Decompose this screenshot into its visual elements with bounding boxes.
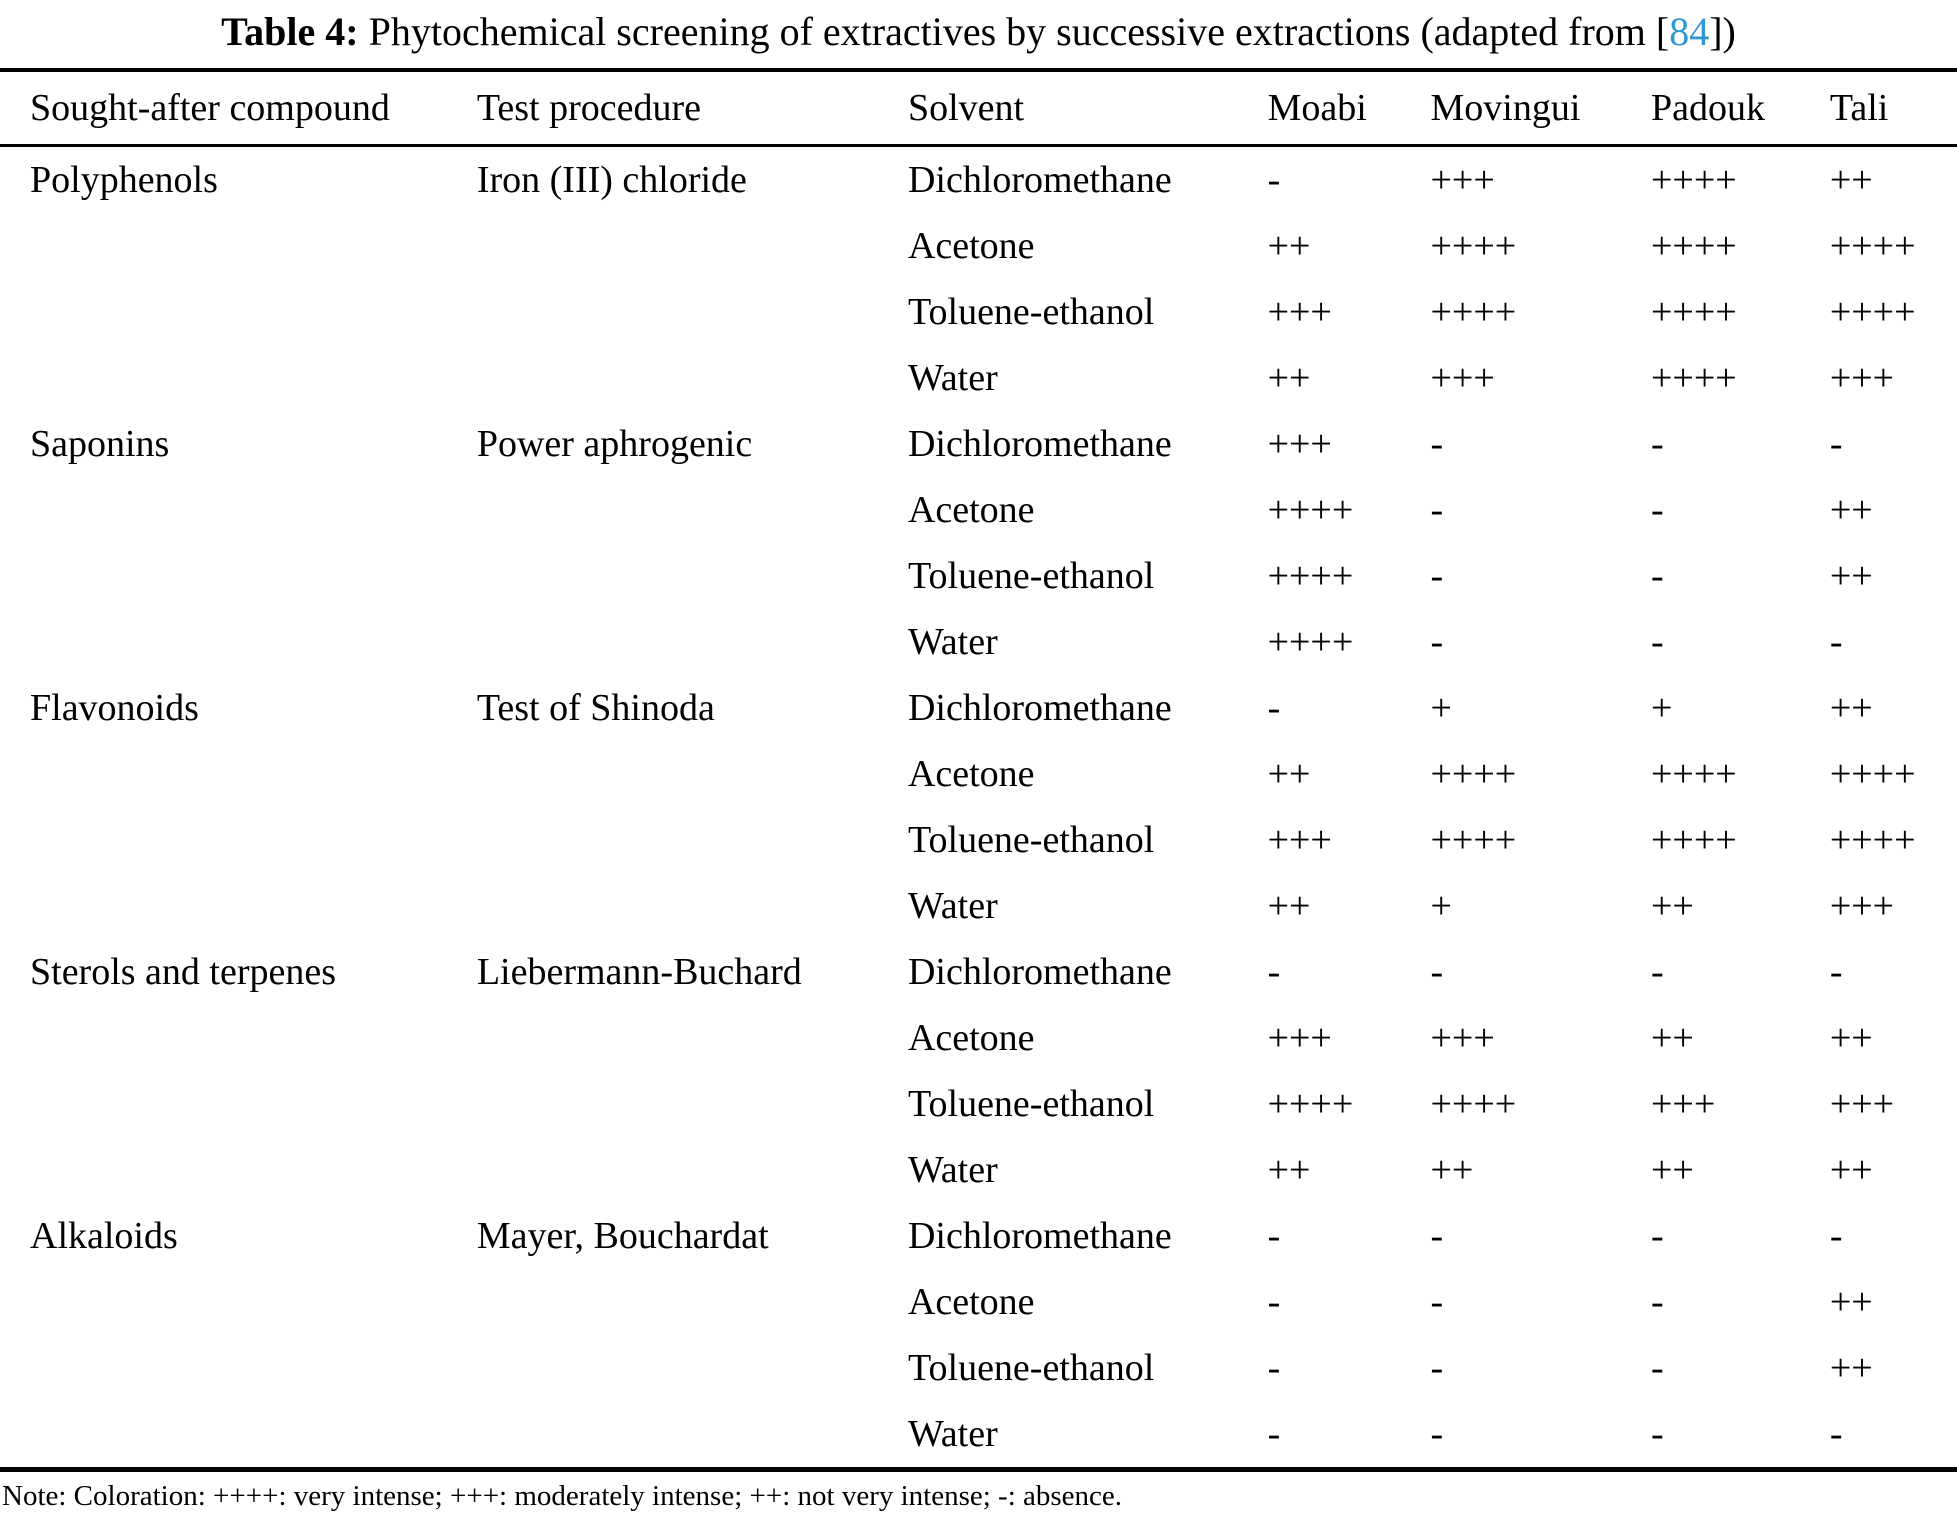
tali-value-cell: ++++	[1829, 753, 1916, 795]
tali-value-cell: -	[1829, 951, 1843, 993]
table-caption-suffix: ])	[1709, 9, 1736, 54]
procedure-cell	[477, 345, 908, 411]
compound-cell	[0, 477, 477, 543]
padouk-value-cell: -	[1651, 621, 1664, 663]
procedure-cell	[477, 213, 908, 279]
table-row	[0, 873, 1957, 939]
padouk-value-cell: ++	[1651, 885, 1694, 927]
tali-value-cell: ++	[1829, 1017, 1873, 1059]
table-body	[0, 146, 1957, 1470]
movingui-value-cell: -	[1430, 951, 1444, 993]
compound-cell	[0, 279, 477, 345]
padouk-value-cell: ++++	[1651, 291, 1737, 333]
tali-value-cell: +++	[1829, 357, 1895, 399]
moabi-value-cell: ++	[1267, 753, 1311, 795]
table-row	[0, 807, 1957, 873]
movingui-value-cell: -	[1430, 1413, 1444, 1455]
moabi-value-cell: +++	[1267, 1017, 1332, 1059]
table-row	[0, 1071, 1957, 1137]
procedure-cell	[477, 279, 908, 345]
table-row	[0, 609, 1957, 675]
screening-table	[0, 68, 1957, 1472]
solvent-cell: Water	[907, 621, 998, 663]
compound-cell	[0, 807, 477, 873]
procedure-cell	[477, 1005, 908, 1071]
padouk-value-cell: ++++	[1651, 819, 1737, 861]
procedure-cell	[477, 741, 908, 807]
tali-value-cell: -	[1829, 1413, 1843, 1455]
compound-cell: Sterols and terpenes	[30, 951, 337, 993]
table-caption-text: Phytochemical screening of extractives by successive extractions (adapted from [	[358, 9, 1670, 54]
tali-value-cell: ++	[1829, 1149, 1873, 1191]
moabi-value-cell: +++	[1267, 819, 1332, 861]
padouk-value-cell: -	[1651, 1215, 1664, 1257]
procedure-cell	[477, 1335, 908, 1401]
solvent-cell: Acetone	[907, 225, 1035, 267]
table-row	[0, 675, 1957, 741]
moabi-value-cell: ++++	[1267, 621, 1354, 663]
column-header-padouk: Padouk	[1651, 87, 1765, 129]
compound-cell	[0, 609, 477, 675]
compound-cell	[0, 1401, 477, 1470]
table-row	[0, 1401, 1957, 1470]
moabi-value-cell: -	[1267, 159, 1281, 201]
procedure-cell: Mayer, Bouchardat	[476, 1215, 769, 1257]
table-row	[0, 1005, 1957, 1071]
moabi-value-cell: -	[1267, 1215, 1281, 1257]
column-header-tali: Tali	[1829, 87, 1889, 129]
procedure-cell	[477, 543, 908, 609]
movingui-value-cell: +	[1430, 687, 1452, 729]
solvent-cell: Water	[907, 1149, 998, 1191]
padouk-value-cell: -	[1651, 1281, 1664, 1323]
solvent-cell: Dichloromethane	[907, 951, 1172, 993]
movingui-value-cell: -	[1430, 621, 1444, 663]
tali-value-cell: ++	[1829, 159, 1873, 201]
solvent-cell: Dichloromethane	[907, 687, 1172, 729]
table-caption	[0, 0, 1957, 60]
table-row	[0, 411, 1957, 477]
compound-cell	[0, 1269, 477, 1335]
solvent-cell: Water	[907, 357, 998, 399]
table-row	[0, 279, 1957, 345]
movingui-value-cell: +++	[1430, 357, 1495, 399]
procedure-cell: Iron (III) chloride	[476, 159, 747, 201]
moabi-value-cell: ++	[1267, 357, 1311, 399]
tali-value-cell: -	[1829, 621, 1843, 663]
tali-value-cell: ++++	[1829, 225, 1916, 267]
compound-cell	[0, 345, 477, 411]
table-row	[0, 1203, 1957, 1269]
compound-cell	[0, 1137, 477, 1203]
compound-cell	[0, 213, 477, 279]
movingui-value-cell: -	[1430, 423, 1444, 465]
solvent-cell: Toluene-ethanol	[907, 1083, 1155, 1125]
movingui-value-cell: +++	[1430, 159, 1495, 201]
tali-value-cell: ++++	[1829, 819, 1916, 861]
movingui-value-cell: ++++	[1430, 291, 1517, 333]
movingui-value-cell: ++++	[1430, 819, 1517, 861]
padouk-value-cell: -	[1651, 489, 1664, 531]
moabi-value-cell: ++++	[1267, 1083, 1354, 1125]
padouk-value-cell: ++++	[1651, 225, 1737, 267]
tali-value-cell: ++	[1829, 555, 1873, 597]
movingui-value-cell: +	[1430, 885, 1452, 927]
solvent-cell: Acetone	[907, 1017, 1035, 1059]
tali-value-cell: +++	[1829, 885, 1895, 927]
padouk-value-cell: ++++	[1651, 159, 1737, 201]
padouk-value-cell: ++	[1651, 1149, 1694, 1191]
padouk-value-cell: -	[1651, 1413, 1664, 1455]
tali-value-cell: -	[1829, 423, 1843, 465]
compound-cell: Saponins	[30, 423, 170, 465]
solvent-cell: Dichloromethane	[907, 1215, 1172, 1257]
tali-value-cell: ++	[1829, 489, 1873, 531]
movingui-value-cell: -	[1430, 555, 1444, 597]
procedure-cell	[477, 477, 908, 543]
procedure-cell: Test of Shinoda	[476, 687, 715, 729]
compound-cell: Polyphenols	[30, 159, 218, 201]
solvent-cell: Water	[907, 1413, 998, 1455]
movingui-value-cell: ++	[1430, 1149, 1474, 1191]
solvent-cell: Toluene-ethanol	[907, 819, 1155, 861]
table-row	[0, 939, 1957, 1005]
table-row	[0, 741, 1957, 807]
solvent-cell: Dichloromethane	[907, 159, 1172, 201]
procedure-cell: Liebermann-Buchard	[476, 951, 802, 993]
tali-value-cell: ++	[1829, 1347, 1873, 1389]
column-header-solvent: Solvent	[907, 87, 1025, 129]
moabi-value-cell: ++++	[1267, 489, 1354, 531]
table-caption-label: Table 4:	[221, 9, 359, 54]
tali-value-cell: ++	[1829, 1281, 1873, 1323]
compound-cell	[0, 1005, 477, 1071]
column-header-moabi: Moabi	[1267, 87, 1367, 129]
header-row	[0, 70, 1957, 146]
table-header	[0, 70, 1957, 146]
movingui-value-cell: ++++	[1430, 753, 1517, 795]
compound-cell: Flavonoids	[30, 687, 199, 729]
solvent-cell: Toluene-ethanol	[907, 1347, 1155, 1389]
solvent-cell: Acetone	[907, 753, 1035, 795]
procedure-cell	[477, 1137, 908, 1203]
table-row	[0, 1269, 1957, 1335]
compound-cell	[0, 1335, 477, 1401]
tali-value-cell: ++	[1829, 687, 1873, 729]
tali-value-cell: +++	[1829, 1083, 1895, 1125]
moabi-value-cell: +++	[1267, 291, 1332, 333]
table-row	[0, 477, 1957, 543]
table-row	[0, 345, 1957, 411]
moabi-value-cell: -	[1267, 1281, 1281, 1323]
movingui-value-cell: ++++	[1430, 225, 1517, 267]
movingui-value-cell: +++	[1430, 1017, 1495, 1059]
table-row	[0, 1335, 1957, 1401]
table-row	[0, 543, 1957, 609]
table-row	[0, 213, 1957, 279]
moabi-value-cell: -	[1267, 1347, 1281, 1389]
table-row	[0, 146, 1957, 214]
citation-link[interactable]: 84	[1669, 9, 1710, 54]
table-note: Note: Coloration: ++++: very intense; +++: moderately intense; ++: not very intense; -: absence.	[2, 1480, 1123, 1512]
padouk-value-cell: +++	[1651, 1083, 1716, 1125]
solvent-cell: Toluene-ethanol	[907, 555, 1155, 597]
padouk-value-cell: -	[1651, 1347, 1664, 1389]
column-header-movingui: Movingui	[1430, 87, 1581, 129]
procedure-cell	[477, 1269, 908, 1335]
procedure-cell: Power aphrogenic	[476, 423, 753, 465]
procedure-cell	[477, 1071, 908, 1137]
procedure-cell	[477, 609, 908, 675]
movingui-value-cell: -	[1430, 1281, 1444, 1323]
padouk-value-cell: -	[1651, 423, 1664, 465]
padouk-value-cell: -	[1651, 555, 1664, 597]
procedure-cell	[477, 873, 908, 939]
solvent-cell: Water	[907, 885, 998, 927]
table-row	[0, 1137, 1957, 1203]
solvent-cell: Acetone	[907, 489, 1035, 531]
tali-value-cell: ++++	[1829, 291, 1916, 333]
moabi-value-cell: ++++	[1267, 555, 1354, 597]
moabi-value-cell: ++	[1267, 885, 1311, 927]
padouk-value-cell: -	[1651, 951, 1664, 993]
solvent-cell: Toluene-ethanol	[907, 291, 1155, 333]
movingui-value-cell: -	[1430, 1347, 1444, 1389]
moabi-value-cell: +++	[1267, 423, 1332, 465]
movingui-value-cell: -	[1430, 1215, 1444, 1257]
column-header-procedure: Test procedure	[476, 87, 702, 129]
compound-cell	[0, 1071, 477, 1137]
padouk-value-cell: ++++	[1651, 753, 1737, 795]
compound-cell	[0, 543, 477, 609]
moabi-value-cell: -	[1267, 951, 1281, 993]
movingui-value-cell: -	[1430, 489, 1444, 531]
tali-value-cell: -	[1829, 1215, 1843, 1257]
padouk-value-cell: ++++	[1651, 357, 1737, 399]
compound-cell	[0, 741, 477, 807]
solvent-cell: Acetone	[907, 1281, 1035, 1323]
moabi-value-cell: -	[1267, 1413, 1281, 1455]
compound-cell: Alkaloids	[30, 1215, 178, 1257]
moabi-value-cell: ++	[1267, 1149, 1311, 1191]
column-header-compound: Sought-after compound	[30, 87, 390, 129]
compound-cell	[0, 873, 477, 939]
moabi-value-cell: ++	[1267, 225, 1311, 267]
padouk-value-cell: +	[1651, 687, 1673, 729]
solvent-cell: Dichloromethane	[907, 423, 1172, 465]
moabi-value-cell: -	[1267, 687, 1281, 729]
procedure-cell	[477, 807, 908, 873]
movingui-value-cell: ++++	[1430, 1083, 1517, 1125]
procedure-cell	[477, 1401, 908, 1470]
padouk-value-cell: ++	[1651, 1017, 1694, 1059]
